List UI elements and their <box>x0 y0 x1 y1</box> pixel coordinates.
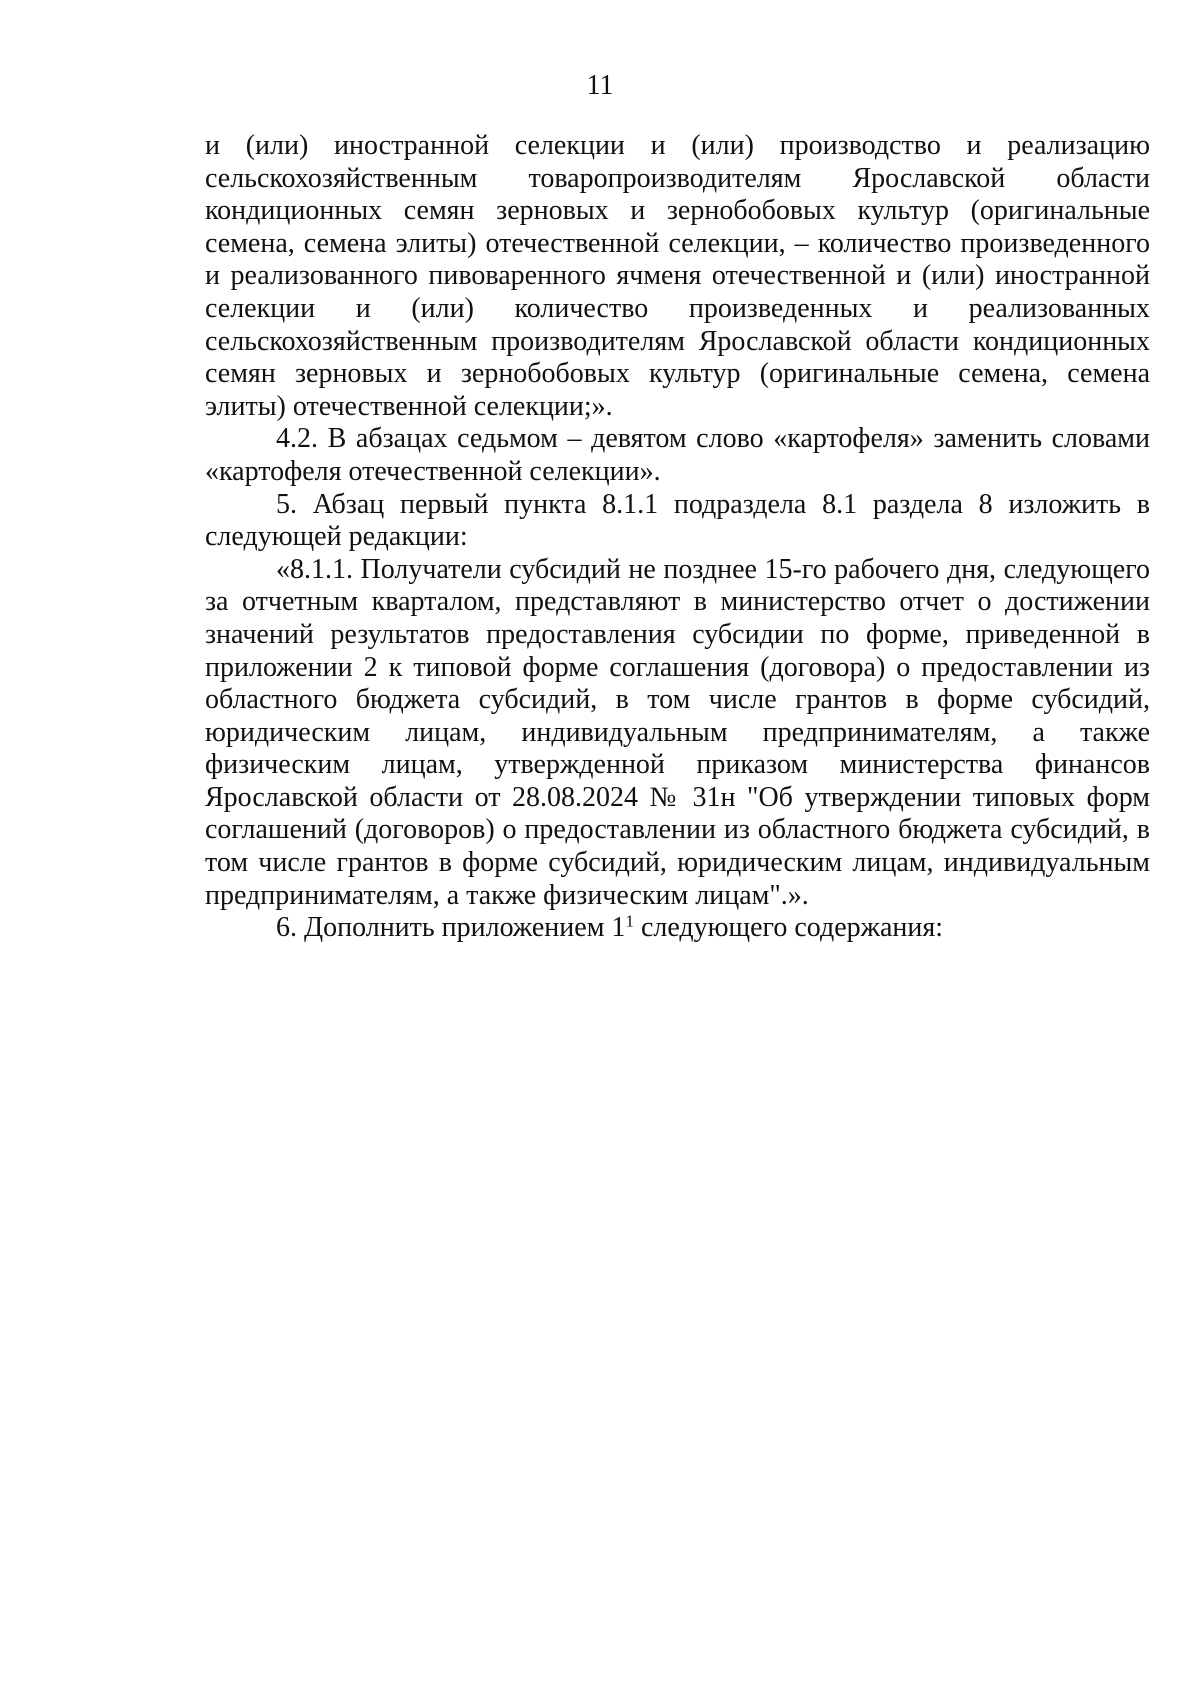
document-body <box>205 130 1150 945</box>
paragraph-8-1-1-quote: «8.1.1. Получатели субсидий не позднее 15-го рабочего дня, следующего за отчетным кварталом, представляют в министерство отчет о достижении значений результатов предоставления субсидии по форме, приведенной в приложении 2 к типовой форме соглашения (договора) о предоставлении из областного бюджета субсидий, в том числе грантов в форме субсидий, юридическим лицам, индивидуальным предпринимателям, а также физическим лицам, утвержденной приказом министерства финансов Ярославской области от 28.08.2024 № 31н "Об утверждении типовых форм соглашений (договоров) о предоставлении из областного бюджета субсидий, в том числе грантов в форме субсидий, юридическим лицам, индивидуальным предпринимателям, а также физическим лицам".». <box>205 553 1150 911</box>
paragraph-4-2: 4.2. В абзацах седьмом – девятом слово «картофеля» заменить словами «картофеля отечественной селекции». <box>205 423 1150 487</box>
page-number: 11 <box>586 70 614 101</box>
superscript-index: 1 <box>625 911 634 931</box>
paragraph-5: 5. Абзац первый пункта 8.1.1 подраздела 8.1 раздела 8 изложить в следующей редакции: <box>205 488 1150 553</box>
paragraph-6-text-start: 6. Дополнить приложением 1 <box>276 912 626 944</box>
paragraph-6 <box>205 912 1150 945</box>
paragraph-6-text-end: следующего содержания: <box>633 912 944 944</box>
paragraph-continuation: и (или) иностранной селекции и (или) производство и реализацию сельскохозяйственным товаропроизводителям Ярославской области кондиционных семян зерновых и зернобобовых культур (оригинальные семена, семена элиты) отечественной селекции, – количество произведенного и реализованного пивоваренного ячменя отечественной и (или) иностранной селекции и (или) количество произведенных и реализованных сельскохозяйственным производителям Ярославской области кондиционных семян зерновых и зернобобовых культур (оригинальные семена, семена элиты) отечественной селекции;». <box>205 130 1150 422</box>
